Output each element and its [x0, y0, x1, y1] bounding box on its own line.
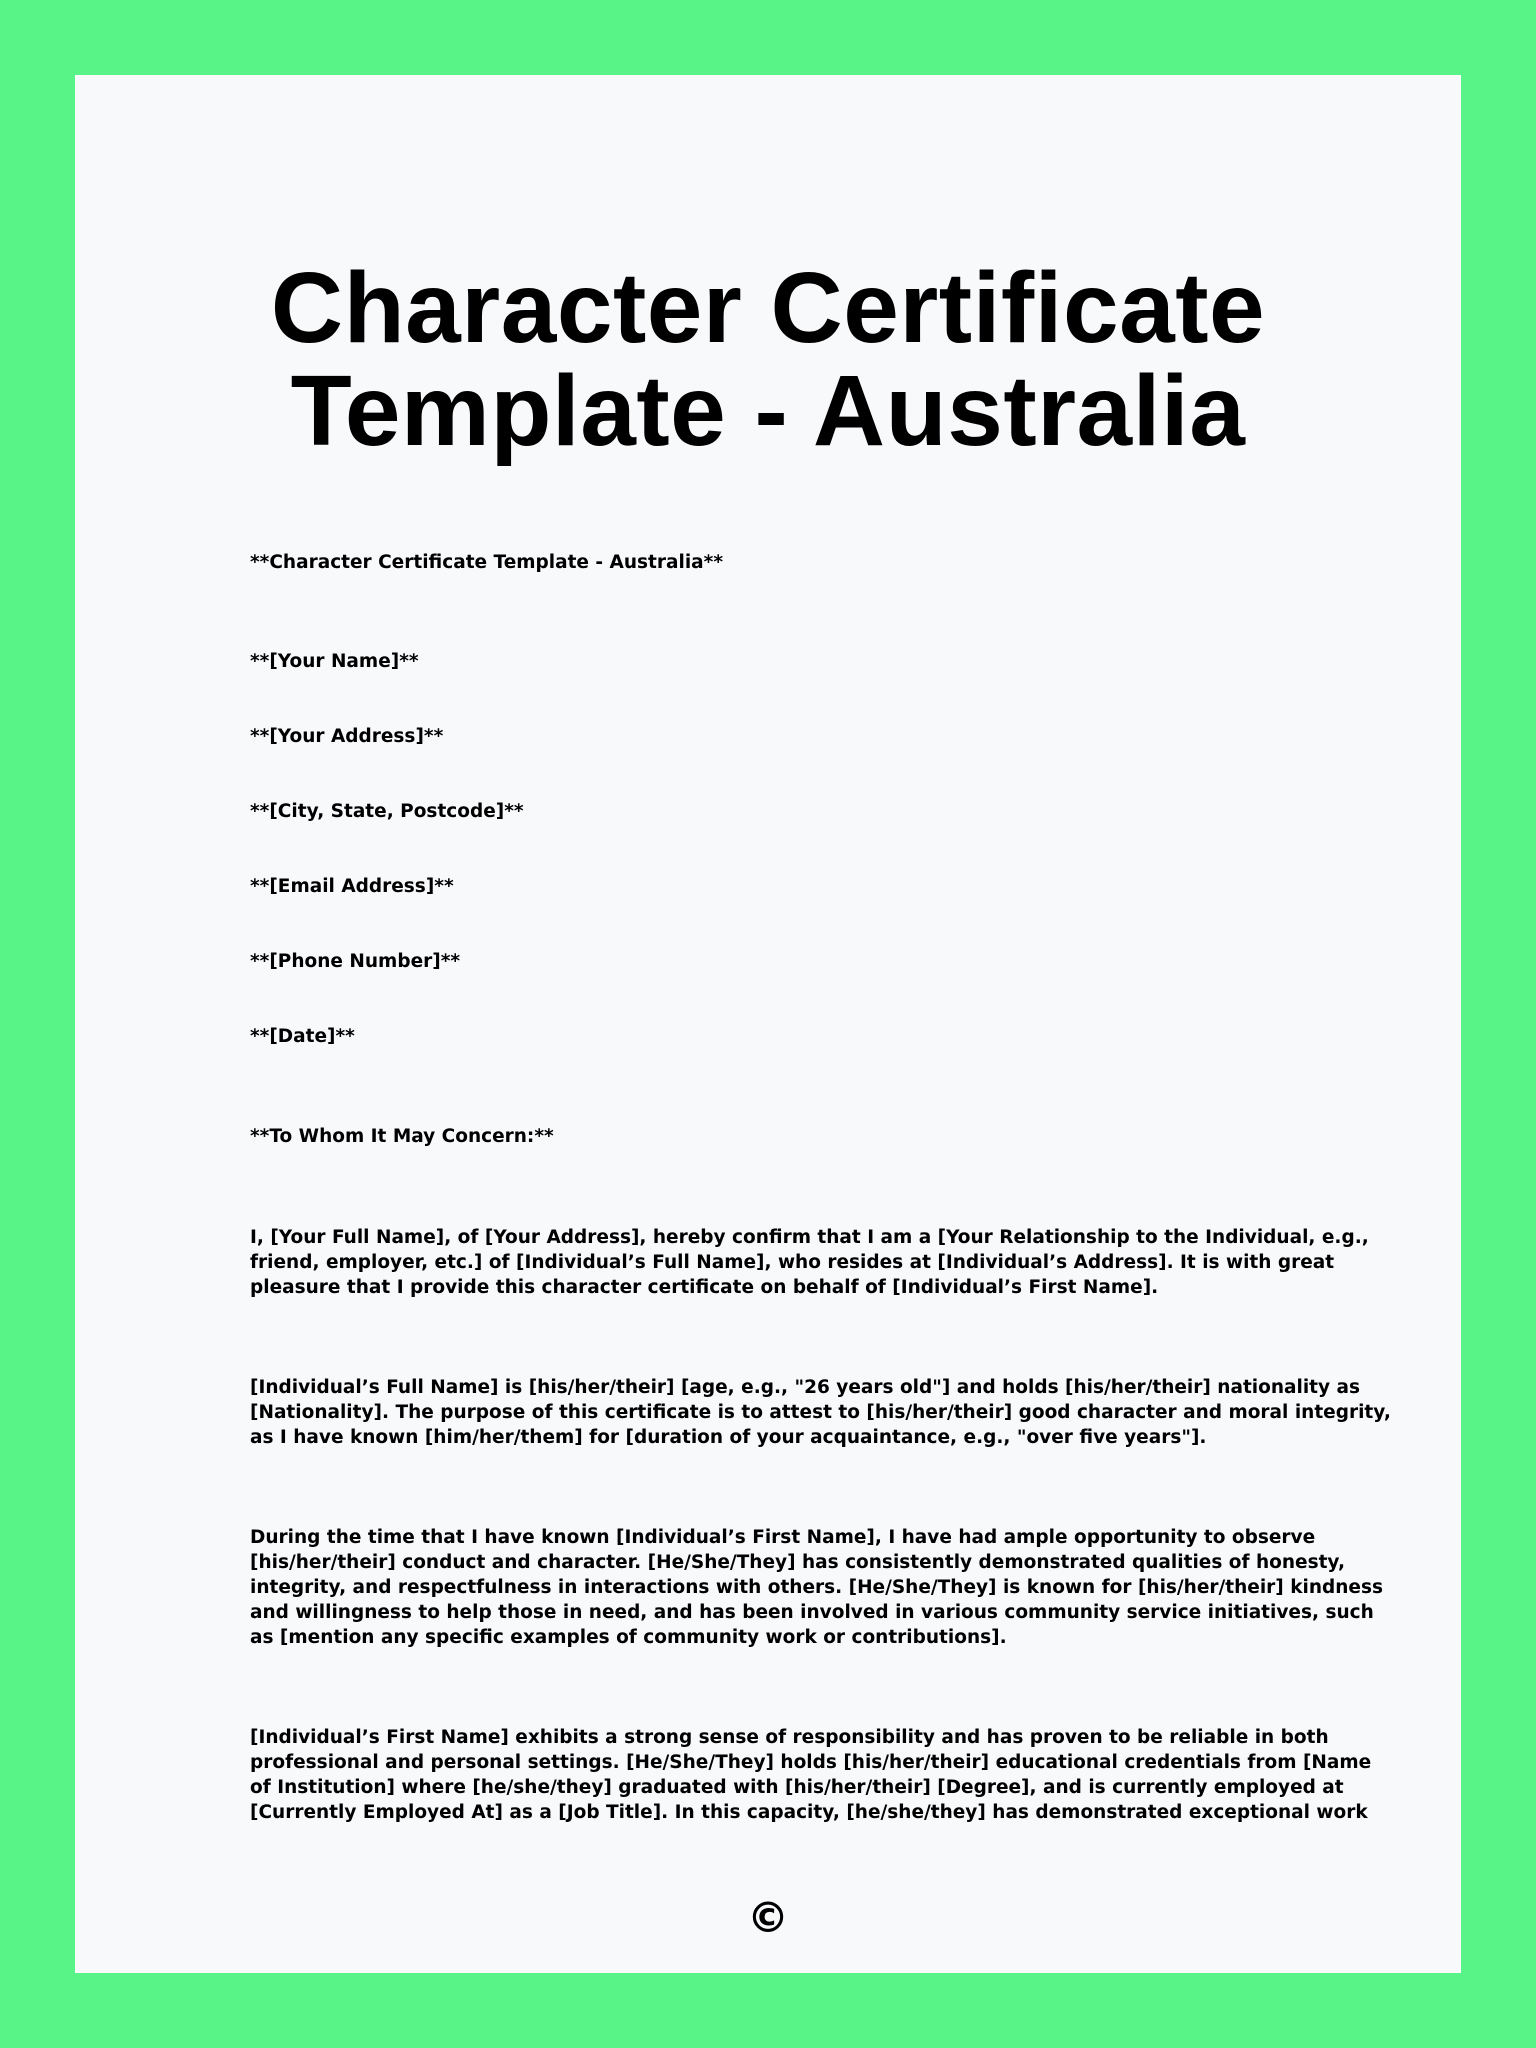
paragraph-line: [Nationality]. The purpose of this certificate is to attest to [his/her/their] good character and moral integrity, — [250, 1402, 1391, 1423]
body-paragraph — [250, 1375, 1391, 1450]
sender-phone: **[Phone Number]** — [250, 951, 461, 972]
paragraph-line: integrity, and respectfulness in interactions with others. [He/She/They] is known for [his/her/their] kindness — [250, 1577, 1383, 1598]
body-paragraph — [250, 1225, 1369, 1300]
paragraph-line: friend, employer, etc.] of [Individual’s Full Name], who resides at [Individual’s Address]. It is with great — [250, 1252, 1335, 1273]
paragraph-line: I, [Your Full Name], of [Your Address], hereby confirm that I am a [Your Relationship to the Individual, e.g., — [250, 1227, 1369, 1248]
letter-date: **[Date]** — [250, 1026, 355, 1047]
paragraph-line: [Individual’s First Name] exhibits a strong sense of responsibility and has proven to be reliable in both — [250, 1727, 1329, 1748]
title-line-1: Character Certificate — [270, 252, 1266, 364]
document-page — [75, 75, 1461, 1973]
document-subtitle: **Character Certificate Template - Australia** — [250, 552, 724, 573]
title-line-2: Template - Australia — [290, 355, 1246, 467]
paragraph-line: of Institution] where [he/she/they] graduated with [his/her/their] [Degree], and is currently employed at — [250, 1777, 1344, 1798]
sender-name: **[Your Name]** — [250, 651, 419, 672]
body-paragraph — [250, 1525, 1383, 1650]
document-title — [75, 252, 1461, 467]
paragraph-line: [his/her/their] conduct and character. [He/She/They] has consistently demonstrated qualities of honesty, — [250, 1552, 1346, 1573]
paragraph-line: [Individual’s Full Name] is [his/her/their] [age, e.g., "26 years old"] and holds [his/her/their] nationality as — [250, 1377, 1361, 1398]
paragraph-line: as I have known [him/her/them] for [duration of your acquaintance, e.g., "over five years"]. — [250, 1427, 1207, 1448]
sender-address: **[Your Address]** — [250, 726, 444, 747]
body-paragraph — [250, 1725, 1371, 1825]
salutation: **To Whom It May Concern:** — [250, 1126, 554, 1147]
paragraph-line: pleasure that I provide this character certificate on behalf of [Individual’s First Name]. — [250, 1277, 1159, 1298]
sender-city-state-postcode: **[City, State, Postcode]** — [250, 801, 524, 822]
paragraph-line: as [mention any specific examples of community work or contributions]. — [250, 1627, 1007, 1648]
paragraph-line: and willingness to help those in need, and has been involved in various community service initiatives, such — [250, 1602, 1374, 1623]
sender-email: **[Email Address]** — [250, 876, 454, 897]
paragraph-line: professional and personal settings. [He/She/They] holds [his/her/their] educational credentials from [Name — [250, 1752, 1372, 1773]
paragraph-line: [Currently Employed At] as a [Job Title]. In this capacity, [he/she/they] has demonstrated exceptional work — [250, 1802, 1368, 1823]
copyright-icon: © — [747, 1893, 789, 1942]
paragraph-line: During the time that I have known [Individual’s First Name], I have had ample opportunity to observe — [250, 1527, 1316, 1548]
